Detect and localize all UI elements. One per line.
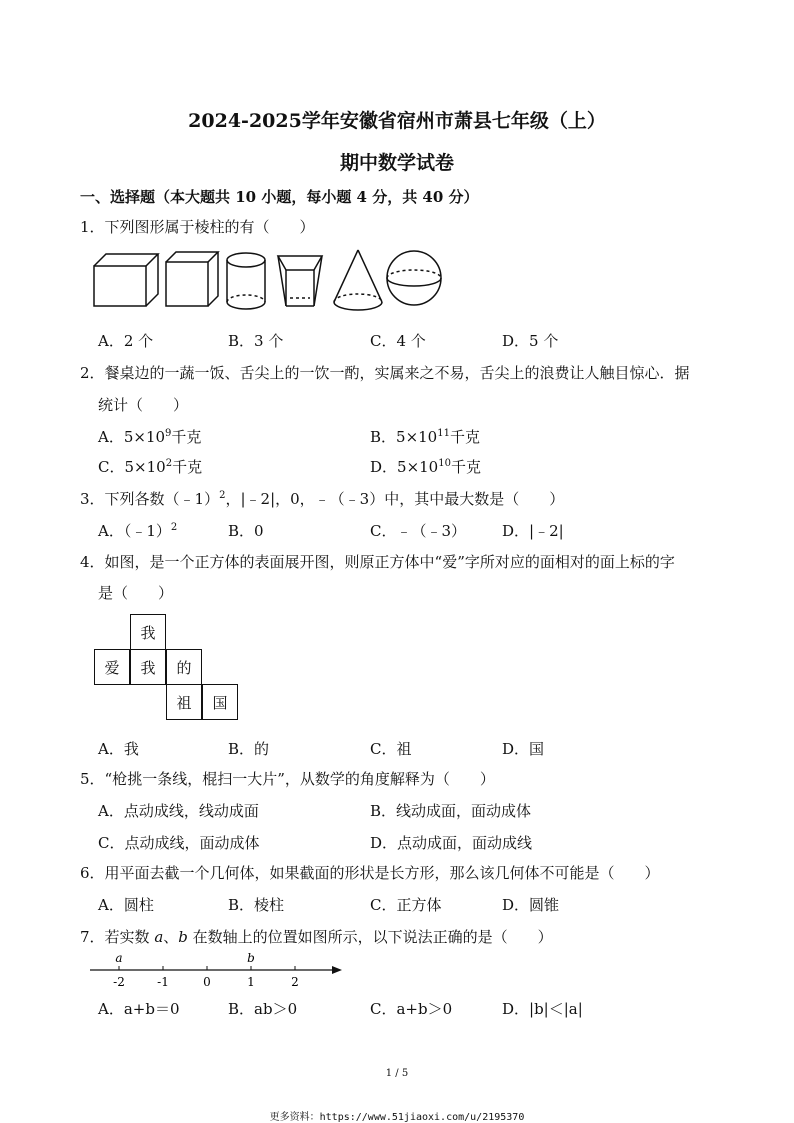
q1-option-d: D．5 个 — [502, 332, 559, 350]
point-a-label: a — [115, 951, 123, 965]
footer-link[interactable]: 更多资料：https://www.51jiaoxi.com/u/2195370 — [269, 1112, 525, 1123]
q5-option-d: D．点动成面，面动成线 — [370, 834, 533, 852]
q3-option-a: A．（﹣1）$^2$ — [98, 522, 178, 540]
q7-option-c: C．a+b＞0 — [370, 1000, 453, 1018]
q6-option-c: C．正方体 — [370, 896, 442, 914]
q7-stem: 7．若实数 a、b 在数轴上的位置如图所示，以下说法正确的是（ ） — [80, 928, 553, 946]
q4-option-c: C．祖 — [370, 740, 412, 758]
exam-title: 2024-2025学年安徽省宿州市萧县七年级（上） — [188, 110, 606, 132]
page-number: 1 / 5 — [385, 1068, 409, 1079]
cone-shape — [334, 250, 382, 310]
sphere-shape — [387, 251, 441, 305]
q6-option-a: A．圆柱 — [98, 896, 154, 914]
q4-option-a: A．我 — [98, 740, 139, 758]
cylinder-shape — [227, 253, 265, 309]
q1-stem: 1．下列图形属于棱柱的有（ ） — [80, 218, 315, 236]
frustum-prism-shape — [278, 256, 322, 306]
net-cell-wo: 我 — [130, 649, 166, 685]
q5-option-c: C．点动成线，面动成体 — [98, 834, 260, 852]
q5-stem: 5．“枪挑一条线，棍扫一大片”，从数学的角度解释为（ ） — [80, 770, 495, 788]
q7-number-line — [88, 950, 348, 992]
q1-solids-figure — [90, 246, 450, 316]
section-heading: 一、选择题（本大题共 10 小题，每小题 4 分，共 40 分） — [80, 188, 479, 206]
q2-option-a: A．$5\times 10^9$千克 — [98, 428, 202, 446]
tick-label: 2 — [291, 975, 299, 989]
tick-label: 0 — [203, 975, 211, 989]
q3-stem: 3．下列各数（﹣1）$^2$，|﹣2|，0，﹣（﹣3）中，其中最大数是（ ） — [80, 490, 565, 508]
q4-cube-net — [94, 614, 244, 722]
tick-label: -1 — [157, 975, 169, 989]
q7-option-a: A．a+b＝0 — [98, 1000, 180, 1018]
tick-label: 1 — [247, 975, 255, 989]
exam-subtitle: 期中数学试卷 — [339, 152, 454, 174]
net-cell-ai: 爱 — [94, 649, 130, 685]
q7-option-b: B．ab＞0 — [228, 1000, 298, 1018]
q2-option-c: C．$5\times 10^2$千克 — [98, 458, 203, 476]
tick-label: -2 — [113, 975, 125, 989]
q4-option-b: B．的 — [228, 740, 270, 758]
q2-stem-line2: 统计（ ） — [98, 396, 189, 414]
q2-stem-line1: 2．餐桌边的一蔬一饭、舌尖上的一饮一酌，实属来之不易，舌尖上的浪费让人触目惊心．据 — [80, 364, 690, 382]
q1-option-b: B．3 个 — [228, 332, 284, 350]
q1-option-c: C．4 个 — [370, 332, 426, 350]
q3-option-b: B．0 — [228, 522, 264, 540]
cube-shape — [166, 252, 218, 306]
q3-option-d: D．|﹣2| — [502, 522, 564, 540]
net-cell-de: 的 — [166, 649, 202, 685]
q2-option-b: B．$5\times 10^{11}$千克 — [370, 428, 480, 446]
q2-option-d: D．$5\times 10^{10}$千克 — [370, 458, 481, 476]
q6-option-d: D．圆锥 — [502, 896, 560, 914]
q4-stem-line1: 4．如图，是一个正方体的表面展开图，则原正方体中“爱”字所对应的面相对的面上标的字 — [80, 553, 675, 571]
q6-option-b: B．棱柱 — [228, 896, 285, 914]
q6-stem: 6．用平面去截一个几何体，如果截面的形状是长方形，那么该几何体不可能是（ ） — [80, 864, 660, 882]
q7-option-d: D．|b|＜|a| — [502, 1000, 583, 1018]
q5-option-a: A．点动成线，线动成面 — [98, 802, 259, 820]
q4-stem-line2: 是（ ） — [98, 584, 174, 602]
net-cell-top: 我 — [130, 614, 166, 650]
q4-option-d: D．国 — [502, 740, 545, 758]
q3-option-c: C．﹣（﹣3） — [370, 522, 467, 540]
q1-option-a: A．2 个 — [98, 332, 154, 350]
point-b-label: b — [247, 951, 255, 965]
cuboid-shape — [94, 254, 158, 306]
q5-option-b: B．线动成面，面动成体 — [370, 802, 532, 820]
net-cell-guo: 国 — [202, 684, 238, 720]
arrow-icon — [332, 966, 342, 974]
net-cell-zu: 祖 — [166, 684, 202, 720]
